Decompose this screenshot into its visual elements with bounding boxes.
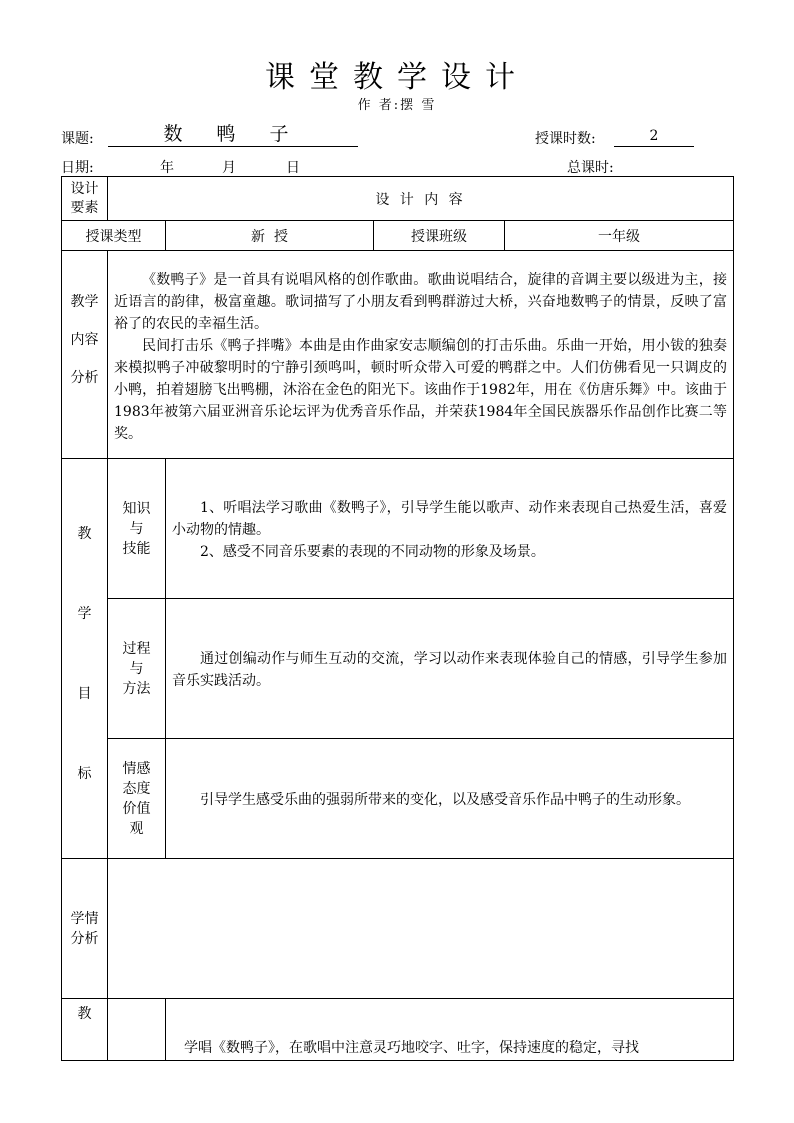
course-title-label: 课题: — [61, 131, 94, 147]
learning-analysis-label: 学情 分析 — [62, 859, 108, 999]
emotion-label: 情感 态度 价值 观 — [108, 739, 166, 859]
class-value: 一年级 — [505, 221, 734, 251]
table-header-row — [62, 177, 734, 221]
lesson-info-row — [62, 221, 734, 251]
objectives-label: 教 学 目 标 — [62, 459, 108, 859]
class-hours-label: 授课时数: — [535, 131, 596, 147]
lesson-type-value: 新 授 — [166, 221, 374, 251]
course-title-field — [108, 122, 358, 147]
date-month: 月 — [222, 160, 236, 176]
content-analysis-label: 教学 内容 分析 — [62, 251, 108, 459]
class-hours-value: 2 — [614, 128, 694, 147]
author-line: 作 者:摆 雪 — [357, 98, 437, 113]
knowledge-text: 1、听唱法学习歌曲《数鸭子》，引导学生能以歌声、动作来表现自己热爱生活，喜爱小动物的情趣。 2、感受不同音乐要素的表现的不同动物的形象及场景。 — [166, 459, 734, 599]
date-label: 日期: — [61, 160, 94, 176]
process-text: 通过创编动作与师生互动的交流，学习以动作来表现体验自己的情感，引导学生参加音乐实践活动。 — [166, 599, 734, 739]
course-title-value: 数 鸭 子 — [163, 123, 303, 145]
design-content-label: 设 计 内 容 — [108, 177, 734, 221]
emotion-text: 引导学生感受乐曲的强弱所带来的变化，以及感受音乐作品中鸭子的生动形象。 — [166, 739, 734, 859]
date-day: 日 — [286, 160, 300, 176]
class-label: 授课班级 — [374, 221, 505, 251]
last-row-text: 学唱《数鸭子》，在歌唱中注意灵巧地咬字、吐字，保持速度的稳定，寻找 — [184, 1040, 639, 1056]
objective-emotion-row — [62, 739, 734, 859]
content-analysis-row — [62, 251, 734, 459]
design-element-label: 设计要素 — [62, 177, 108, 221]
last-row-text-cell — [166, 999, 734, 1061]
design-table — [61, 176, 734, 1061]
page-title: 课堂教学设计 — [265, 60, 529, 95]
learning-analysis-row — [62, 859, 734, 999]
knowledge-label: 知识 与 技能 — [108, 459, 166, 599]
process-label: 过程 与 方法 — [108, 599, 166, 739]
last-row — [62, 999, 734, 1061]
lesson-type-label: 授课类型 — [62, 221, 166, 251]
total-hours-label: 总课时: — [567, 160, 614, 176]
objective-process-row — [62, 599, 734, 739]
objective-knowledge-row — [62, 459, 734, 599]
date-year: 年 — [160, 160, 174, 176]
learning-analysis-content — [108, 859, 734, 999]
last-row-label: 教 — [62, 999, 108, 1061]
content-analysis-text: 《数鸭子》是一首具有说唱风格的创作歌曲。歌曲说唱结合，旋律的音调主要以级进为主，接近语言的韵律，极富童趣。歌词描写了小朋友看到鸭群游过大桥，兴奋地数鸭子的情景，反映了富裕了的农民的幸福生活。 民间打击乐《鸭子拌嘴》本曲是由作曲家安志顺编创的打击乐曲。乐曲一开始，用小钹的独奏来模拟鸭子冲破黎明时的宁静引颈鸣叫，顿时听众带入可爱的鸭群之中。人们仿佛看见一只调皮的小鸭，拍着翅膀飞出鸭棚，沐浴在金色的阳光下。该曲作于1982年，用在《仿唐乐舞》中。该曲于1983年被第六届亚洲音乐论坛评为优秀音乐作品，并荣获1984年全国民族器乐作品创作比赛二等奖。 — [108, 251, 734, 459]
